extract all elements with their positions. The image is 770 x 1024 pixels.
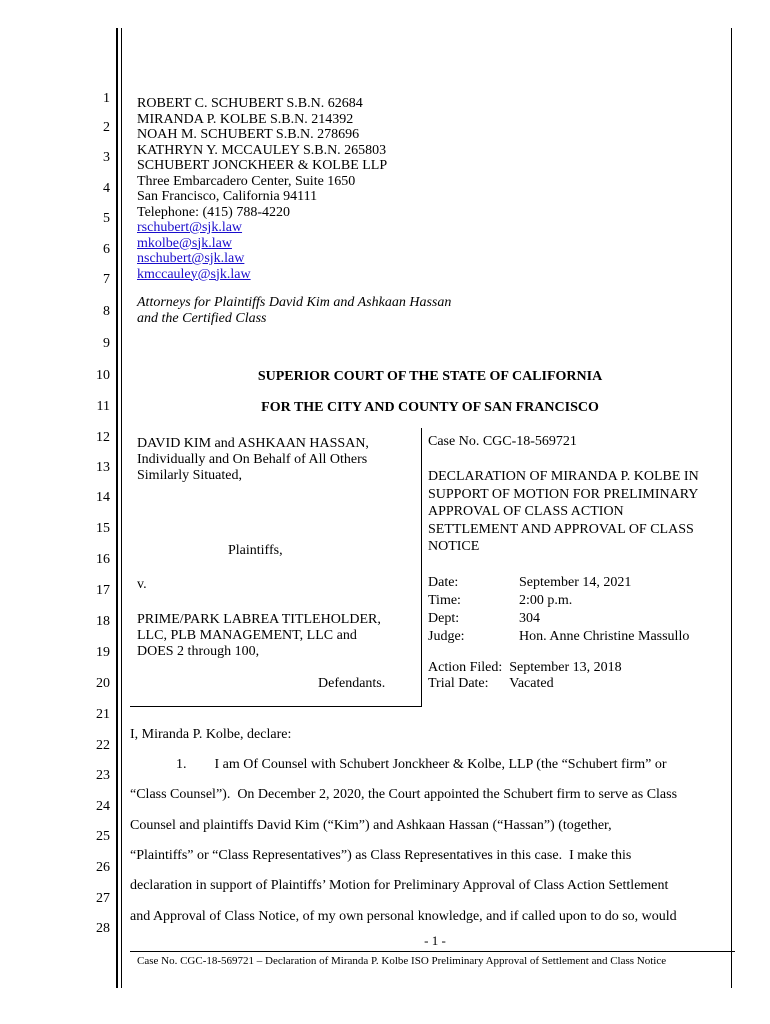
caption-vertical-rule (421, 428, 422, 707)
line-number: 22 (96, 738, 110, 753)
action-filed: Action Filed: September 13, 2018 (428, 660, 622, 675)
defendants-line: DOES 2 through 100, (137, 644, 260, 659)
document-title-line: DECLARATION OF MIRANDA P. KOLBE IN (428, 469, 699, 484)
paragraph-line: and Approval of Class Notice, of my own personal knowledge, and if called upon to do so, would (130, 909, 677, 924)
line-number: 26 (96, 860, 110, 875)
defendants-line: PRIME/PARK LABREA TITLEHOLDER, (137, 612, 381, 627)
hearing-judge-value: Hon. Anne Christine Massullo (519, 629, 690, 644)
email-link-kmccauley[interactable]: kmccauley@sjk.law (137, 266, 251, 282)
hearing-dept-label: Dept: (428, 611, 460, 626)
line-number: 16 (96, 552, 110, 567)
attorneys-for (137, 295, 451, 326)
line-number: 7 (103, 272, 110, 287)
left-margin-rule-inner (121, 28, 122, 988)
paragraph-line: Counsel and plaintiffs David Kim (“Kim”) and Ashkaan Hassan (“Hassan”) (together, (130, 818, 612, 833)
firm-name: SCHUBERT JONCKHEER & KOLBE LLP (137, 158, 388, 173)
line-number: 5 (103, 211, 110, 226)
line-number: 11 (96, 399, 110, 414)
line-number: 17 (96, 583, 110, 598)
plaintiffs-label: Plaintiffs, (228, 543, 283, 558)
caption-bottom-rule (130, 706, 422, 707)
document-title-line: NOTICE (428, 539, 480, 554)
line-number: 23 (96, 768, 110, 783)
page-number: - 1 - (424, 933, 446, 948)
trial-date: Trial Date: Vacated (428, 676, 554, 691)
footer-text: Case No. CGC-18-569721 – Declaration of Miranda P. Kolbe ISO Preliminary Approval of Settlement and Class Notice (137, 955, 667, 967)
line-number: 9 (103, 336, 110, 351)
hearing-judge-label: Judge: (428, 629, 465, 644)
paragraph-line: “Plaintiffs” or “Class Representatives”) as Class Representatives in this case. I make this (130, 848, 632, 863)
declaration-intro: I, Miranda P. Kolbe, declare: (130, 727, 292, 742)
plaintiffs-caption (137, 436, 369, 484)
document-title-line: SETTLEMENT AND APPROVAL OF CLASS (428, 521, 694, 537)
footer-rule (130, 951, 735, 952)
line-number: 18 (96, 614, 110, 629)
counsel-line: MIRANDA P. KOLBE S.B.N. 214392 (137, 111, 354, 127)
line-number: 28 (96, 921, 110, 936)
court-heading-1: SUPERIOR COURT OF THE STATE OF CALIFORNIA (257, 369, 603, 384)
firm-telephone: Telephone: (415) 788-4220 (137, 204, 290, 220)
versus: v. (137, 577, 147, 592)
plaintiffs-line: Similarly Situated, (137, 468, 242, 483)
paragraph-line: “Class Counsel”). On December 2, 2020, the Court appointed the Schubert firm to serve as Class (130, 787, 678, 802)
plaintiffs-line: DAVID KIM and ASHKAAN HASSAN, (137, 436, 369, 451)
line-number: 12 (96, 430, 110, 445)
document-title (428, 468, 699, 556)
hearing-dept-value: 304 (519, 611, 540, 626)
email-link-rschubert[interactable]: rschubert@sjk.law (137, 220, 243, 235)
hearing-date-label: Date: (428, 575, 459, 590)
case-number: Case No. CGC-18-569721 (428, 434, 577, 449)
hearing-time-label: Time: (428, 593, 461, 608)
firm-address: Three Embarcadero Center, Suite 1650 (137, 173, 356, 189)
email-link-mkolbe[interactable]: mkolbe@sjk.law (137, 235, 232, 251)
document-title-line: SUPPORT OF MOTION FOR PRELIMINARY (428, 486, 699, 502)
line-number: 8 (103, 304, 110, 319)
court-heading-2: FOR THE CITY AND COUNTY OF SAN FRANCISCO (261, 400, 599, 415)
line-number: 19 (96, 645, 110, 660)
hearing-date-value: September 14, 2021 (519, 575, 632, 590)
paragraph-line: declaration in support of Plaintiffs’ Motion for Preliminary Approval of Class Action Settlement (130, 878, 669, 893)
line-number: 4 (103, 181, 110, 196)
defendants-line: LLC, PLB MANAGEMENT, LLC and (137, 628, 357, 643)
line-number: 13 (96, 460, 110, 475)
line-number: 3 (103, 150, 110, 165)
counsel-block (137, 96, 387, 282)
right-margin-rule (731, 28, 732, 988)
line-number: 2 (103, 120, 110, 135)
line-number: 14 (96, 490, 110, 505)
email-link-nschubert[interactable]: nschubert@sjk.law (137, 251, 245, 266)
left-margin-rule (116, 28, 118, 988)
counsel-line: NOAH M. SCHUBERT S.B.N. 278696 (137, 127, 360, 142)
line-number: 27 (96, 891, 110, 906)
counsel-line: ROBERT C. SCHUBERT S.B.N. 62684 (137, 96, 363, 111)
firm-city: San Francisco, California 94111 (137, 189, 318, 204)
paragraph-line: 1. I am Of Counsel with Schubert Jonckheer & Kolbe, LLP (the “Schubert firm” or (176, 757, 667, 772)
plaintiffs-line: Individually and On Behalf of All Others (137, 452, 368, 467)
line-number: 25 (96, 829, 110, 844)
defendants-caption (137, 612, 381, 660)
defendants-label: Defendants. (318, 676, 386, 691)
hearing-time-value: 2:00 p.m. (519, 593, 573, 608)
attorneys-for-line: Attorneys for Plaintiffs David Kim and Ashkaan Hassan (137, 295, 452, 310)
line-number: 21 (96, 707, 110, 722)
line-number: 6 (103, 242, 110, 257)
line-number: 15 (96, 521, 110, 536)
line-number: 1 (103, 91, 110, 106)
line-number: 24 (96, 799, 110, 814)
line-number: 10 (96, 368, 110, 383)
document-title-line: APPROVAL OF CLASS ACTION (428, 504, 624, 519)
counsel-line: KATHRYN Y. MCCAULEY S.B.N. 265803 (137, 142, 387, 158)
line-number: 20 (96, 676, 110, 691)
attorneys-for-line: and the Certified Class (137, 310, 267, 326)
